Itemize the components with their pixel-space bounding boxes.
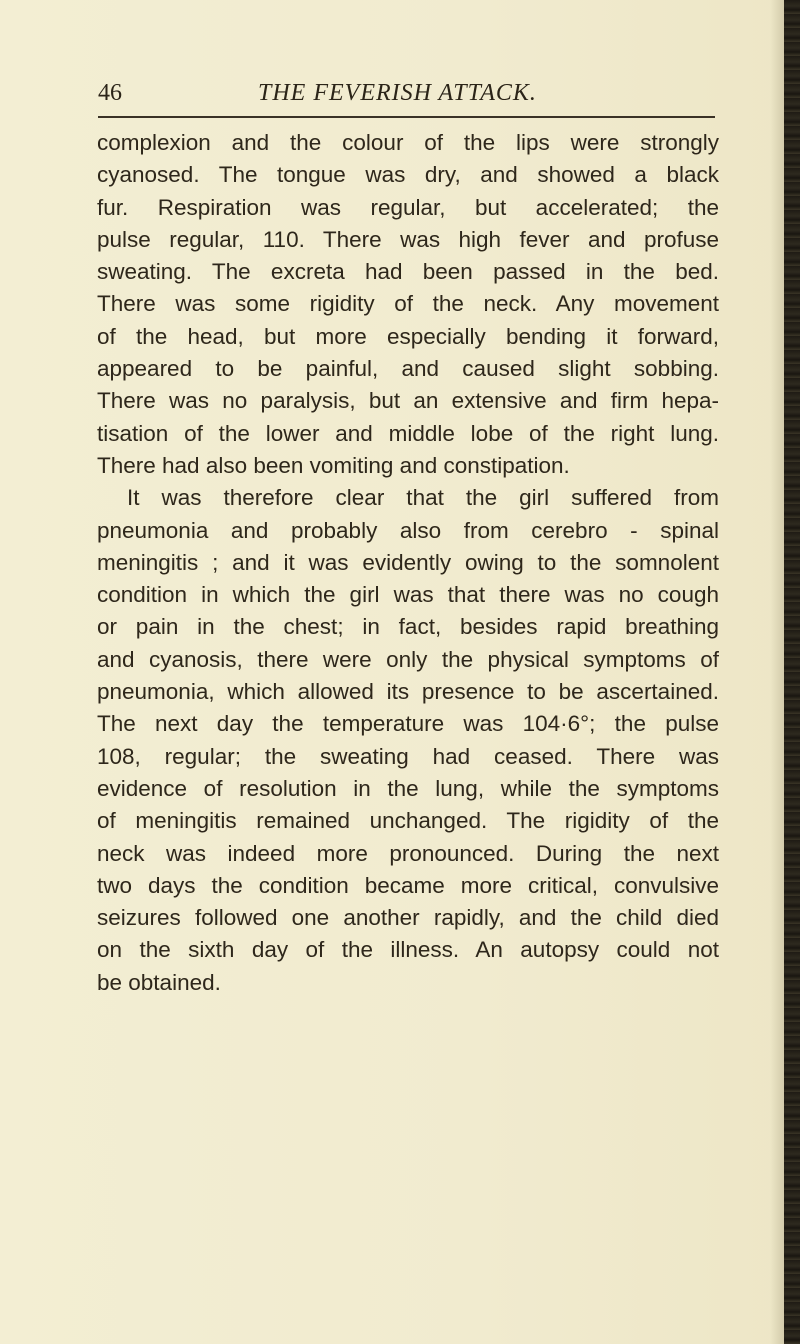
page-number: 46	[98, 80, 122, 106]
text-line: be obtained.	[97, 969, 221, 995]
text-line: tisation of the lower and middle lobe of the right lung.	[97, 420, 719, 446]
paragraph-start-line: It was therefore clear that the girl suffered from	[127, 485, 719, 511]
text-line: of the head, but more especially bending it forward,	[97, 323, 719, 349]
text-line: pulse regular, 110. There was high fever and profuse	[97, 226, 719, 252]
text-line: complexion and the colour of the lips were strongly	[97, 130, 719, 155]
text-line: The next day the temperature was 104·6°; the pulse	[97, 711, 719, 737]
text-line: pneumonia and probably also from cerebro - spinal	[97, 517, 719, 543]
text-line: seizures followed one another rapidly, and the child died	[97, 905, 719, 931]
running-head: THE FEVERISH ATTACK.	[258, 80, 537, 106]
text-line: on the sixth day of the illness. An autopsy could not	[97, 937, 719, 963]
text-line: 108, regular; the sweating had ceased. There was	[97, 743, 719, 769]
text-line: meningitis ; and it was evidently owing to the somnolent	[97, 549, 719, 575]
text-line: fur. Respiration was regular, but accelerated; the	[97, 194, 719, 220]
header-rule	[98, 116, 715, 118]
page-edge-shadow	[770, 0, 784, 1344]
text-line: of meningitis remained unchanged. The rigidity of the	[97, 808, 719, 834]
text-line: neck was indeed more pronounced. During the next	[97, 840, 719, 866]
book-edge	[784, 0, 800, 1344]
text-line: two days the condition became more critical, convulsive	[97, 872, 719, 898]
text-line: pneumonia, which allowed its presence to be ascertained.	[97, 679, 719, 705]
text-line: cyanosed. The tongue was dry, and showed a black	[97, 162, 719, 188]
text-line: condition in which the girl was that there was no cough	[97, 582, 719, 608]
text-line: appeared to be painful, and caused slight sobbing.	[97, 356, 719, 382]
text-line: There was some rigidity of the neck. Any movement	[97, 291, 719, 317]
text-line: sweating. The excreta had been passed in the bed.	[97, 259, 719, 285]
text-line: There was no paralysis, but an extensive and firm hepa-	[97, 388, 719, 414]
text-line: There had also been vomiting and constipation.	[97, 452, 570, 478]
text-line: evidence of resolution in the lung, while the symptoms	[97, 775, 719, 801]
body-text	[97, 127, 719, 999]
page-header	[98, 80, 718, 110]
text-line: and cyanosis, there were only the physical symptoms of	[97, 646, 719, 672]
text-line: or pain in the chest; in fact, besides rapid breathing	[97, 614, 719, 640]
